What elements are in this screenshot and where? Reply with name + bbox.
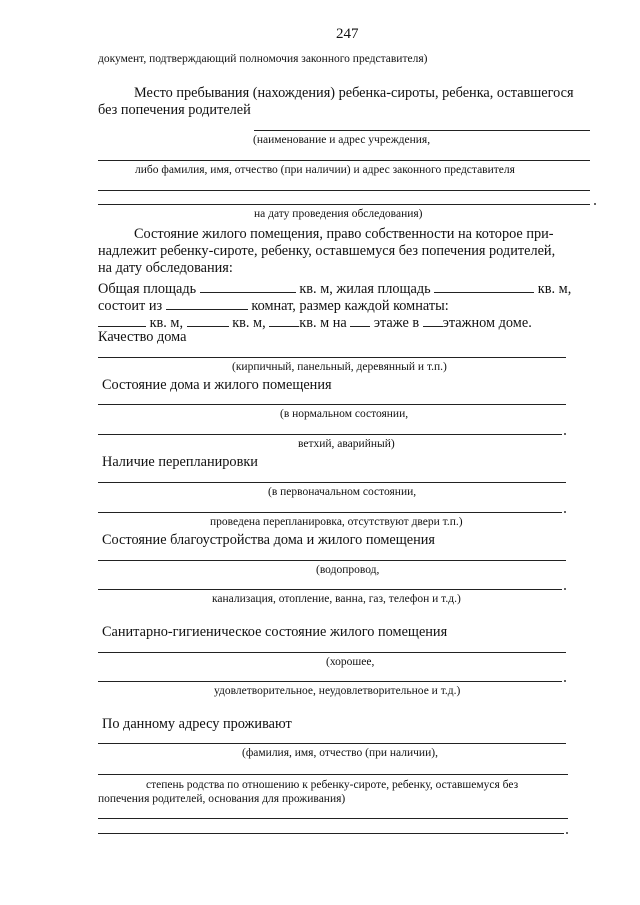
condition-caption-2: ветхий, аварийный) (298, 438, 395, 450)
sanitary-caption-2: удовлетворительное, неудовлетворительное и т.д.) (214, 685, 461, 697)
sanitary-input-line-2[interactable] (98, 681, 562, 682)
redevelopment-label: Наличие перепланировки (102, 454, 258, 470)
residents-input-line-2[interactable] (98, 774, 568, 775)
residents-caption-3: попечения родителей, основания для проживания) (98, 793, 346, 805)
condition-caption-1: (в нормальном состоянии, (280, 408, 409, 420)
living-area-field[interactable] (434, 279, 534, 293)
residents-input-line-4[interactable] (98, 833, 564, 834)
floors-house-label: этажном доме. (442, 315, 532, 331)
placement-input-line-4[interactable] (98, 204, 590, 205)
residents-label: По данному адресу проживают (102, 716, 292, 732)
room-sizes-row (98, 313, 532, 330)
amenities-input-line-2[interactable] (98, 589, 562, 590)
placement-caption-2: либо фамилия, имя, отчество (при наличии) и адрес законного представителя (135, 164, 515, 176)
end-dot (566, 832, 568, 834)
end-dot (564, 433, 566, 435)
redevelopment-input-line-2[interactable] (98, 512, 562, 513)
room-size-field-1[interactable] (98, 313, 146, 327)
total-area-field[interactable] (200, 279, 296, 293)
amenities-input-line-1[interactable] (98, 560, 566, 561)
quality-caption: (кирпичный, панельный, деревянный и т.п.) (232, 361, 447, 373)
placement-heading-line2: без попечения родителей (98, 102, 251, 118)
redevelopment-caption-1: (в первоначальном состоянии, (268, 486, 417, 498)
total-area-label: Общая площадь (98, 281, 197, 297)
placement-caption-3: на дату проведения обследования) (254, 208, 423, 220)
quality-label: Качество дома (98, 329, 187, 345)
amenities-caption-1: (водопровод, (316, 564, 380, 576)
placement-caption-1: (наименование и адрес учреждения, (253, 134, 431, 146)
room-size-field-3[interactable] (269, 313, 299, 327)
housing-heading-line2: надлежит ребенку-сироте, ребенку, оставшемуся без попечения родителей, (98, 243, 556, 259)
end-dot (564, 588, 566, 590)
placement-input-line-2[interactable] (98, 160, 590, 161)
floor-field[interactable] (350, 313, 370, 327)
condition-label: Состояние дома и жилого помещения (102, 377, 332, 393)
floors-total-field[interactable] (423, 313, 443, 327)
page-number: 247 (336, 26, 359, 42)
end-dot (564, 511, 566, 513)
floor-in-label: этаже в (373, 315, 420, 331)
residents-input-line-1[interactable] (98, 743, 566, 744)
sanitary-input-line-1[interactable] (98, 652, 566, 653)
end-dot (594, 203, 596, 205)
condition-input-line-1[interactable] (98, 404, 566, 405)
sanitary-label: Санитарно-гигиеническое состояние жилого помещения (102, 624, 448, 640)
consists-of-label: состоит из (98, 298, 163, 314)
sanitary-caption-1: (хорошее, (326, 656, 375, 668)
sqm-label-1: кв. м, (149, 315, 184, 331)
placement-input-line-1[interactable] (254, 130, 590, 131)
housing-heading-line3: на дату обследования: (98, 260, 233, 276)
redevelopment-caption-2: проведена перепланировка, отсутствуют двери т.п.) (210, 516, 463, 528)
rooms-size-label: комнат, размер каждой комнаты: (251, 298, 449, 314)
header-note: документ, подтверждающий полномочия законного представителя) (98, 53, 428, 65)
end-dot (564, 680, 566, 682)
sqm-label-2: кв. м, (232, 315, 266, 331)
residents-input-line-3[interactable] (98, 818, 568, 819)
living-area-label: кв. м, жилая площадь (299, 281, 431, 297)
amenities-label: Состояние благоустройства дома и жилого помещения (102, 532, 436, 548)
placement-heading-line1: Место пребывания (нахождения) ребенка-сироты, ребенка, оставшегося (134, 85, 574, 101)
quality-input-line[interactable] (98, 357, 566, 358)
sqm-on-label: кв. м на (299, 315, 347, 331)
room-size-field-2[interactable] (187, 313, 229, 327)
condition-input-line-2[interactable] (98, 434, 562, 435)
amenities-caption-2: канализация, отопление, ванна, газ, телефон и т.д.) (212, 593, 461, 605)
rooms-row (98, 296, 449, 313)
housing-heading-line1: Состояние жилого помещения, право собственности на которое при- (134, 226, 554, 242)
residents-caption-2: степень родства по отношению к ребенку-сироте, ребенку, оставшемуся без (146, 779, 519, 791)
sqm-label: кв. м, (537, 281, 572, 297)
redevelopment-input-line-1[interactable] (98, 482, 566, 483)
rooms-count-field[interactable] (166, 296, 248, 310)
residents-caption-1: (фамилия, имя, отчество (при наличии), (242, 747, 438, 759)
total-area-row (98, 279, 571, 296)
placement-input-line-3[interactable] (98, 190, 590, 191)
